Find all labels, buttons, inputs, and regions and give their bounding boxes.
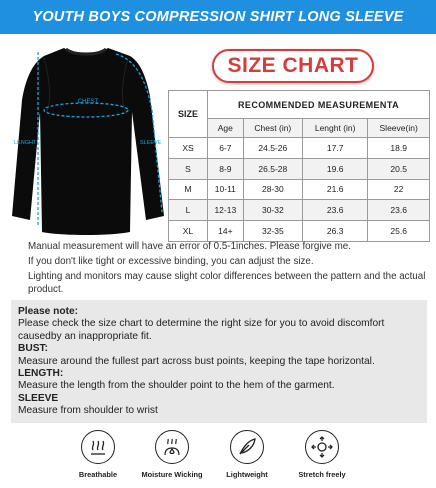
feature-label: Lightweight <box>226 470 268 479</box>
feature-label: Stretch freely <box>298 470 346 479</box>
sleeve-cell: 23.6 <box>368 200 430 221</box>
table-row <box>169 200 430 221</box>
length-cell: 26.3 <box>303 221 368 242</box>
length-cell: 17.7 <box>303 138 368 159</box>
note-line: Manual measurement will have an error of 0.5-1inches. Please forgive me. <box>28 241 351 252</box>
chest-cell: 24.5-26 <box>243 138 302 159</box>
shirt-illustration <box>6 40 176 238</box>
breathable-icon <box>81 430 115 464</box>
length-label: LENGHT <box>14 140 37 146</box>
sleeve-cell: 22 <box>368 179 430 200</box>
moisture-wicking-icon <box>155 430 189 464</box>
sleeve-label: SLEEVE <box>140 140 162 146</box>
age-cell: 8-9 <box>208 158 244 179</box>
size-table <box>168 90 430 242</box>
feature-label: Breathable <box>78 470 118 479</box>
age-cell: 6-7 <box>208 138 244 159</box>
feature-stretch-freely <box>277 430 367 479</box>
note-line: Lighting and monitors may cause slight color differences between the pattern and the actual product. <box>28 271 426 295</box>
measurement-header: RECOMMENDED MEASUREMENTA <box>208 91 430 119</box>
bust-heading: BUST: <box>18 343 48 355</box>
age-cell: 14+ <box>208 221 244 242</box>
column-header: Chest (in) <box>243 119 302 138</box>
sleeve-cell: 18.9 <box>368 138 430 159</box>
column-header: Lenght (in) <box>303 119 368 138</box>
size-header: SIZE <box>169 91 208 138</box>
size-chart-title-text: SIZE CHART <box>227 54 359 77</box>
measurement-notes <box>28 241 428 299</box>
size-cell: S <box>169 158 208 179</box>
size-cell: XS <box>169 138 208 159</box>
chest-cell: 32-35 <box>243 221 302 242</box>
length-heading: LENGTH: <box>18 368 64 380</box>
length-cell: 19.6 <box>303 158 368 179</box>
sleeve-cell: 20.5 <box>368 158 430 179</box>
please-note-box <box>11 300 427 423</box>
age-cell: 12-13 <box>208 200 244 221</box>
age-cell: 10-11 <box>208 179 244 200</box>
banner-title: YOUTH BOYS COMPRESSION SHIRT LONG SLEEVE <box>32 9 404 25</box>
size-chart-title <box>212 49 374 83</box>
column-header: Sleeve(in) <box>368 119 430 138</box>
table-row <box>169 221 430 242</box>
sleeve-heading: SLEEVE <box>18 392 59 404</box>
bust-text: Measure around the fullest part across bust points, keeping the tape horizontal. <box>18 355 375 367</box>
chest-label: CHEST <box>77 99 99 105</box>
length-cell: 23.6 <box>303 200 368 221</box>
size-cell: XL <box>169 221 208 242</box>
note-heading: Please note: <box>18 306 79 317</box>
title-banner <box>0 0 436 34</box>
table-row <box>169 138 430 159</box>
column-header: Age <box>208 119 244 138</box>
note-line: If you don't like tight or excessive binding, you can adjust the size. <box>28 256 314 268</box>
chest-cell: 30-32 <box>243 200 302 221</box>
note-intro: Please check the size chart to determine the right size for you to avoid discomfort causedby an inappropriate fit. <box>18 318 385 342</box>
chest-cell: 28-30 <box>243 179 302 200</box>
feature-label: Moisture Wicking <box>141 470 203 479</box>
length-cell: 21.6 <box>303 179 368 200</box>
size-cell: L <box>169 200 208 221</box>
feather-icon <box>230 430 264 464</box>
feature-icons <box>0 430 436 488</box>
table-row <box>169 179 430 200</box>
size-cell: M <box>169 179 208 200</box>
chest-cell: 26.5-28 <box>243 158 302 179</box>
length-text: Measure the length from the shoulder point to the hem of the garment. <box>18 380 335 392</box>
stretch-icon <box>305 430 339 464</box>
sleeve-text: Measure from shoulder to wrist <box>18 405 158 417</box>
table-row <box>169 158 430 179</box>
sleeve-cell: 25.6 <box>368 221 430 242</box>
